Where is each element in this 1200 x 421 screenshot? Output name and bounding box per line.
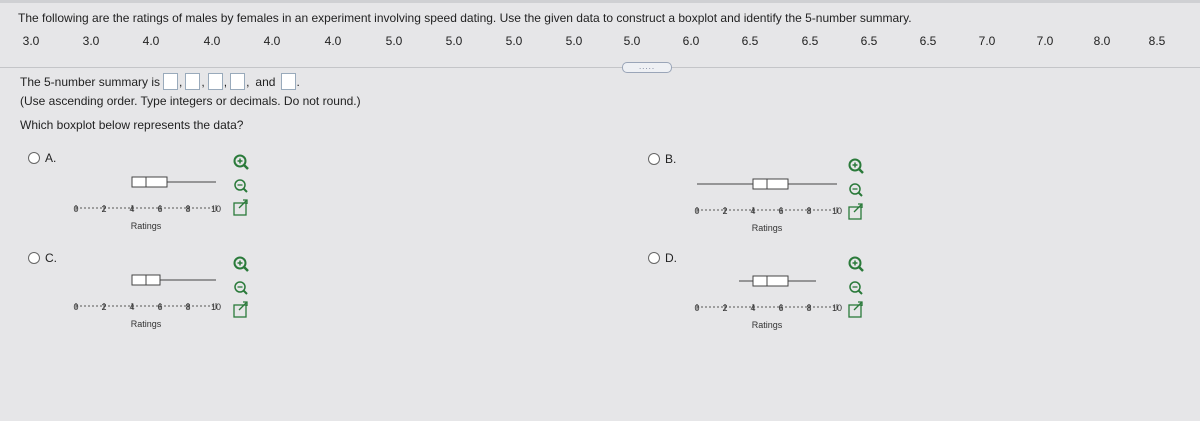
tick-label: 10 — [210, 204, 222, 214]
tick-label: 6 — [157, 204, 163, 214]
data-value: 6.5 — [919, 34, 937, 48]
popout-icon[interactable] — [849, 204, 862, 219]
instructions-hint: (Use ascending order. Type integers or decimals. Do not round.) — [20, 94, 361, 108]
plot-tools-c — [228, 251, 258, 323]
option-c[interactable] — [28, 251, 57, 265]
radio-d[interactable] — [648, 252, 660, 264]
option-d[interactable] — [648, 251, 677, 265]
data-value: 5.0 — [505, 34, 523, 48]
tick-label: 10 — [210, 302, 222, 312]
radio-a[interactable] — [28, 152, 40, 164]
zoom-out-icon[interactable] — [235, 282, 247, 294]
data-value: 6.0 — [682, 34, 700, 48]
tick-label: 4 — [129, 204, 135, 214]
option-d-label: D. — [665, 251, 677, 265]
zoom-in-icon[interactable] — [235, 156, 249, 170]
data-values-row — [0, 34, 1200, 50]
separator: , — [223, 74, 228, 89]
divider — [0, 67, 1200, 68]
data-value: 4.0 — [203, 34, 221, 48]
zoom-out-icon[interactable] — [850, 184, 862, 196]
data-value: 5.0 — [565, 34, 583, 48]
axis-label: Ratings — [130, 319, 162, 329]
data-value: 6.5 — [741, 34, 759, 48]
separator: , — [246, 74, 250, 89]
tick-label: 2 — [101, 204, 107, 214]
plot-tools-a — [228, 149, 258, 221]
separator: , — [179, 74, 183, 89]
answer-box-min[interactable] — [163, 73, 178, 90]
answer-box-q3[interactable] — [230, 73, 245, 90]
summary-end: . — [296, 74, 300, 89]
option-a[interactable] — [28, 151, 56, 165]
summary-line — [20, 73, 300, 90]
tick-label: 8 — [185, 302, 191, 312]
option-c-label: C. — [45, 251, 57, 265]
data-value: 5.0 — [445, 34, 463, 48]
zoom-in-icon[interactable] — [235, 258, 249, 272]
axis-label: Ratings — [130, 221, 162, 231]
tick-label: 0 — [694, 206, 700, 216]
tick-label: 8 — [806, 206, 812, 216]
axis-label: Ratings — [751, 320, 783, 330]
tick-label: 0 — [73, 302, 79, 312]
boxplot-c — [66, 266, 236, 338]
option-b[interactable] — [648, 152, 676, 166]
plot-tools-b — [843, 153, 873, 225]
tick-label: 4 — [750, 206, 756, 216]
data-value: 4.0 — [142, 34, 160, 48]
tick-label: 10 — [831, 206, 843, 216]
option-a-label: A. — [45, 151, 57, 165]
axis-label: Ratings — [751, 223, 783, 233]
tick-label: 6 — [157, 302, 163, 312]
expand-button[interactable]: ..... — [622, 62, 672, 73]
plot-tools-d — [843, 251, 873, 323]
data-value: 8.0 — [1093, 34, 1111, 48]
box — [132, 177, 167, 187]
answer-box-max[interactable] — [281, 73, 296, 90]
tick-label: 10 — [831, 303, 843, 313]
tick-label: 2 — [722, 303, 728, 313]
tick-label: 8 — [185, 204, 191, 214]
tick-label: 0 — [73, 204, 79, 214]
tick-label: 6 — [778, 206, 784, 216]
zoom-out-icon[interactable] — [235, 180, 247, 192]
tick-label: 8 — [806, 303, 812, 313]
data-value: 4.0 — [263, 34, 281, 48]
data-value: 7.0 — [1036, 34, 1054, 48]
tick-label: 4 — [750, 303, 756, 313]
option-b-label: B. — [665, 152, 677, 166]
zoom-out-icon[interactable] — [850, 282, 862, 294]
top-border — [0, 0, 1200, 3]
summary-and: and — [255, 74, 276, 89]
data-value: 7.0 — [978, 34, 996, 48]
radio-c[interactable] — [28, 252, 40, 264]
zoom-in-icon[interactable] — [850, 160, 864, 174]
answer-box-median[interactable] — [208, 73, 223, 90]
radio-b[interactable] — [648, 153, 660, 165]
data-value: 3.0 — [22, 34, 40, 48]
data-value: 8.5 — [1148, 34, 1166, 48]
box — [753, 179, 788, 189]
popout-icon[interactable] — [849, 302, 862, 317]
tick-label: 6 — [778, 303, 784, 313]
zoom-in-icon[interactable] — [850, 258, 864, 272]
data-value: 4.0 — [324, 34, 342, 48]
answer-box-q1[interactable] — [185, 73, 200, 90]
data-value: 6.5 — [860, 34, 878, 48]
boxplot-a — [66, 168, 236, 240]
data-value: 5.0 — [385, 34, 403, 48]
tick-label: 0 — [694, 303, 700, 313]
boxplot-b — [687, 170, 857, 242]
popout-icon[interactable] — [234, 302, 247, 317]
tick-label: 2 — [722, 206, 728, 216]
tick-label: 2 — [101, 302, 107, 312]
boxplot-question: Which boxplot below represents the data? — [20, 118, 244, 132]
boxplot-d — [687, 267, 857, 339]
data-value: 3.0 — [82, 34, 100, 48]
summary-prefix: The 5-number summary is — [20, 74, 161, 89]
question-text: The following are the ratings of males by females in an experiment involving speed dating. Use the given data to construct a boxplot and identify the 5-number summary. — [18, 11, 912, 25]
tick-label: 4 — [129, 302, 135, 312]
box — [753, 276, 788, 286]
data-value: 6.5 — [801, 34, 819, 48]
popout-icon[interactable] — [234, 200, 247, 215]
separator: , — [201, 74, 205, 89]
data-value: 5.0 — [623, 34, 641, 48]
